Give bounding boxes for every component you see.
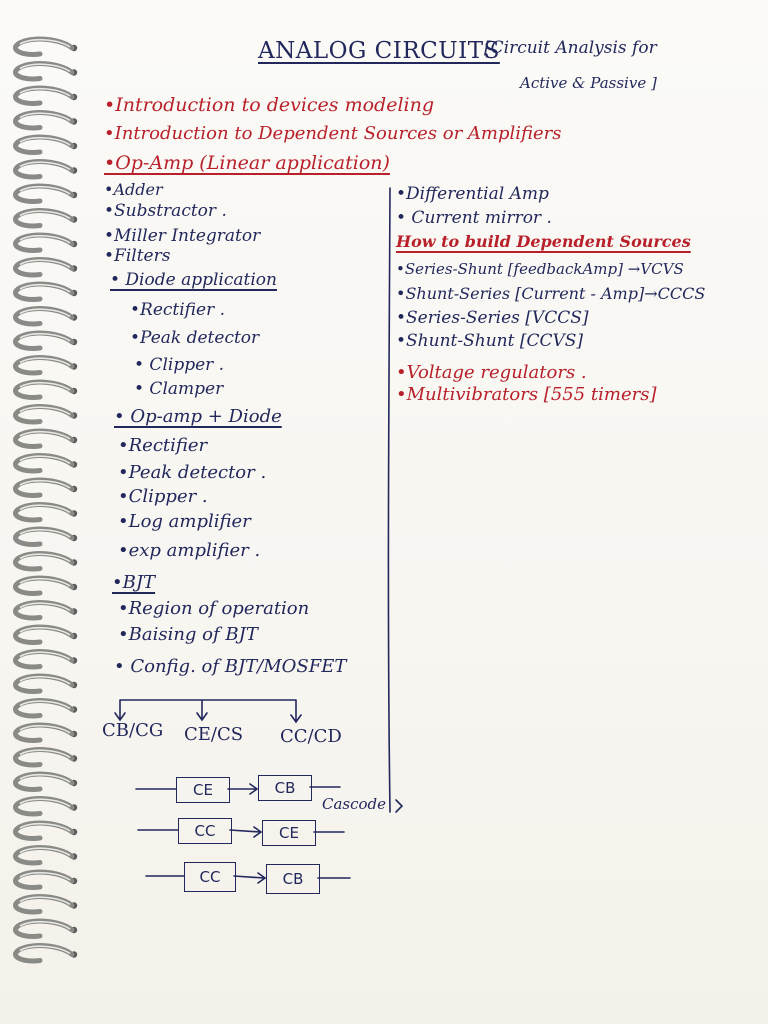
spiral-ring	[15, 872, 77, 887]
spiral-ring	[15, 358, 77, 373]
item-bjt: •BJT	[112, 572, 156, 593]
spiral-ring	[15, 309, 77, 324]
spiral-ring	[15, 701, 77, 716]
spiral-ring	[15, 333, 77, 348]
spiral-ring	[15, 382, 77, 397]
item-rectifier-1: •Rectifier .	[130, 300, 226, 320]
item-current-mirror: • Current mirror .	[396, 208, 552, 228]
spiral-ring	[15, 603, 77, 618]
spiral-ring	[15, 921, 77, 936]
spiral-ring	[15, 284, 77, 299]
spiral-ring	[15, 554, 77, 569]
spiral-ring	[15, 456, 77, 471]
item-log-amplifier: •Log amplifier	[118, 511, 251, 532]
item-diode-application: • Diode application	[110, 270, 277, 290]
item-clamper-1: • Clamper	[134, 379, 224, 399]
spiral-ring	[15, 676, 77, 691]
red-bullet-1: •Introduction to devices modeling	[104, 94, 434, 116]
spiral-ring	[15, 211, 77, 226]
cascode-label: Cascode	[322, 795, 387, 813]
cascode-box-ce-2: CE	[262, 820, 316, 846]
spiral-binding	[0, 30, 100, 970]
heading-build-dependent-sources: How to build Dependent Sources	[396, 232, 691, 251]
spiral-ring	[15, 627, 77, 642]
item-multivibrators: •Multivibrators [555 timers]	[396, 384, 657, 405]
spiral-ring	[15, 848, 77, 863]
spiral-ring	[15, 823, 77, 838]
spiral-ring	[15, 186, 77, 201]
item-config-bjt-mosfet: • Config. of BJT/MOSFET	[114, 656, 347, 677]
config-label-cb-cg: CB/CG	[102, 720, 164, 741]
spiral-ring	[15, 505, 77, 520]
spiral-ring	[15, 39, 77, 54]
item-rectifier-2: •Rectifier	[118, 435, 208, 456]
spiral-ring	[15, 652, 77, 667]
item-region-of-operation: •Region of operation	[118, 598, 310, 619]
spiral-ring	[15, 162, 77, 177]
item-series-shunt: •Series-Shunt [feedbackAmp] →VCVS	[396, 260, 684, 278]
spiral-ring	[15, 480, 77, 495]
item-biasing-of-bjt: •Baising of BJT	[118, 624, 258, 645]
spiral-ring	[15, 88, 77, 103]
item-miller-integrator: •Miller Integrator	[104, 226, 261, 246]
item-shunt-series: •Shunt-Series [Current - Amp]→CCCS	[396, 284, 706, 303]
item-series-series: •Series-Series [VCCS]	[396, 308, 589, 328]
spiral-ring	[15, 407, 77, 422]
item-voltage-regulators: •Voltage regulators .	[396, 362, 587, 383]
spiral-ring	[15, 946, 77, 961]
spiral-ring	[15, 113, 77, 128]
page-title: ANALOG CIRCUITS	[258, 38, 500, 64]
spiral-ring	[15, 897, 77, 912]
cascode-box-cc-2: CC	[178, 818, 232, 844]
spiral-ring	[15, 529, 77, 544]
cascode-box-cb-3: CB	[266, 864, 320, 894]
spiral-ring	[15, 431, 77, 446]
config-label-ce-cs: CE/CS	[184, 724, 244, 745]
spiral-ring	[15, 799, 77, 814]
item-clipper-2: •Clipper .	[118, 486, 208, 507]
item-clipper-1: • Clipper .	[134, 355, 225, 375]
item-opamp-diode: • Op-amp + Diode	[114, 406, 282, 427]
item-subtractor: •Substractor .	[104, 201, 227, 221]
spiral-ring	[15, 750, 77, 765]
item-peak-detector-1: •Peak detector	[130, 328, 260, 348]
spiral-ring	[15, 725, 77, 740]
spiral-ring	[15, 578, 77, 593]
cascode-box-cc-3: CC	[184, 862, 236, 892]
subtitle-line-1: [Circuit Analysis for	[484, 38, 657, 58]
spiral-ring	[15, 774, 77, 789]
item-filters: •Filters	[104, 246, 171, 266]
item-peak-detector-2: •Peak detector .	[118, 462, 267, 483]
cascode-box-cb-1: CB	[258, 775, 312, 801]
spiral-ring	[15, 137, 77, 152]
spiral-ring	[15, 235, 77, 250]
spiral-ring	[15, 64, 77, 79]
item-adder: •Adder	[104, 180, 163, 199]
item-shunt-shunt: •Shunt-Shunt [CCVS]	[396, 331, 584, 351]
spiral-ring	[15, 260, 77, 275]
item-differential-amp: •Differential Amp	[396, 184, 549, 204]
config-label-cc-cd: CC/CD	[280, 726, 342, 747]
red-bullet-3: •Op-Amp (Linear application)	[104, 152, 390, 174]
item-exp-amplifier: •exp amplifier .	[118, 540, 261, 561]
subtitle-line-2: Active & Passive ]	[520, 74, 657, 92]
cascode-box-ce-1: CE	[176, 777, 230, 803]
red-bullet-2: •Introduction to Dependent Sources or Amplifiers	[104, 123, 562, 144]
